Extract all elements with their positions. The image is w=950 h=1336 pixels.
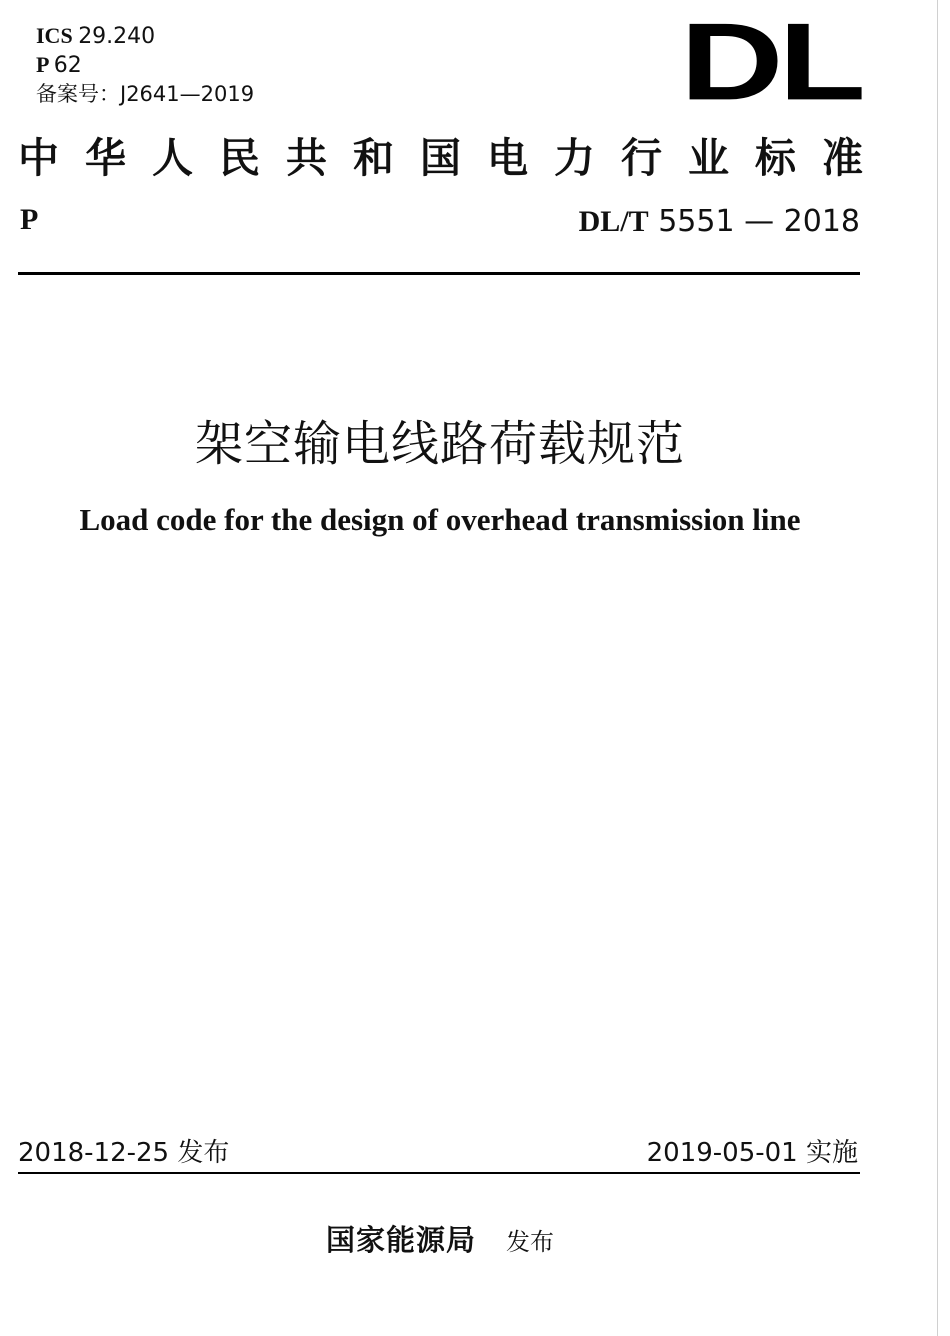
standard-title-char: 民 [219, 134, 260, 182]
publish-action: 发布 [506, 1228, 554, 1256]
implementation-date: 2019-05-01 实施 [646, 1138, 858, 1168]
standard-title-char: 国 [420, 134, 461, 182]
header-meta [36, 22, 254, 108]
publisher-name: 国家能源局 [325, 1223, 476, 1257]
standard-title-char: 标 [755, 134, 796, 182]
standard-title-char: 中 [18, 134, 59, 182]
ics-code: ICS 29.240 [36, 23, 156, 49]
standard-code-number: 5551 — 2018 [658, 204, 860, 239]
bottom-divider [18, 1172, 860, 1174]
standard-title-char: 准 [822, 134, 863, 182]
document-title-english: Load code for the design of overhead transmission line [79, 502, 801, 537]
standard-title-char: 业 [688, 134, 729, 182]
classification-letter: P [20, 203, 39, 236]
issue-date: 2018-12-25 发布 [18, 1138, 230, 1168]
record-number: 备案号：J2641—2019 [36, 82, 255, 106]
page-edge [937, 0, 950, 1336]
standard-title-char: 和 [353, 134, 394, 182]
top-divider [18, 272, 860, 275]
document-title-chinese: 架空输电线路荷载规范 [194, 416, 685, 472]
standard-title-char: 行 [621, 134, 662, 182]
standard-title-char: 人 [152, 134, 193, 182]
standard-title-char: 力 [554, 134, 595, 182]
standard-title-char: 华 [85, 134, 126, 182]
standard-title-char: 电 [487, 134, 528, 182]
standard-category-title [18, 130, 863, 186]
dl-logo: DL [680, 0, 861, 123]
standard-code-prefix: DL/T [578, 205, 649, 238]
standard-title-char: 共 [286, 134, 327, 182]
p-code: P 62 [36, 52, 82, 78]
standard-code [579, 204, 860, 239]
publisher-line [0, 1218, 880, 1259]
